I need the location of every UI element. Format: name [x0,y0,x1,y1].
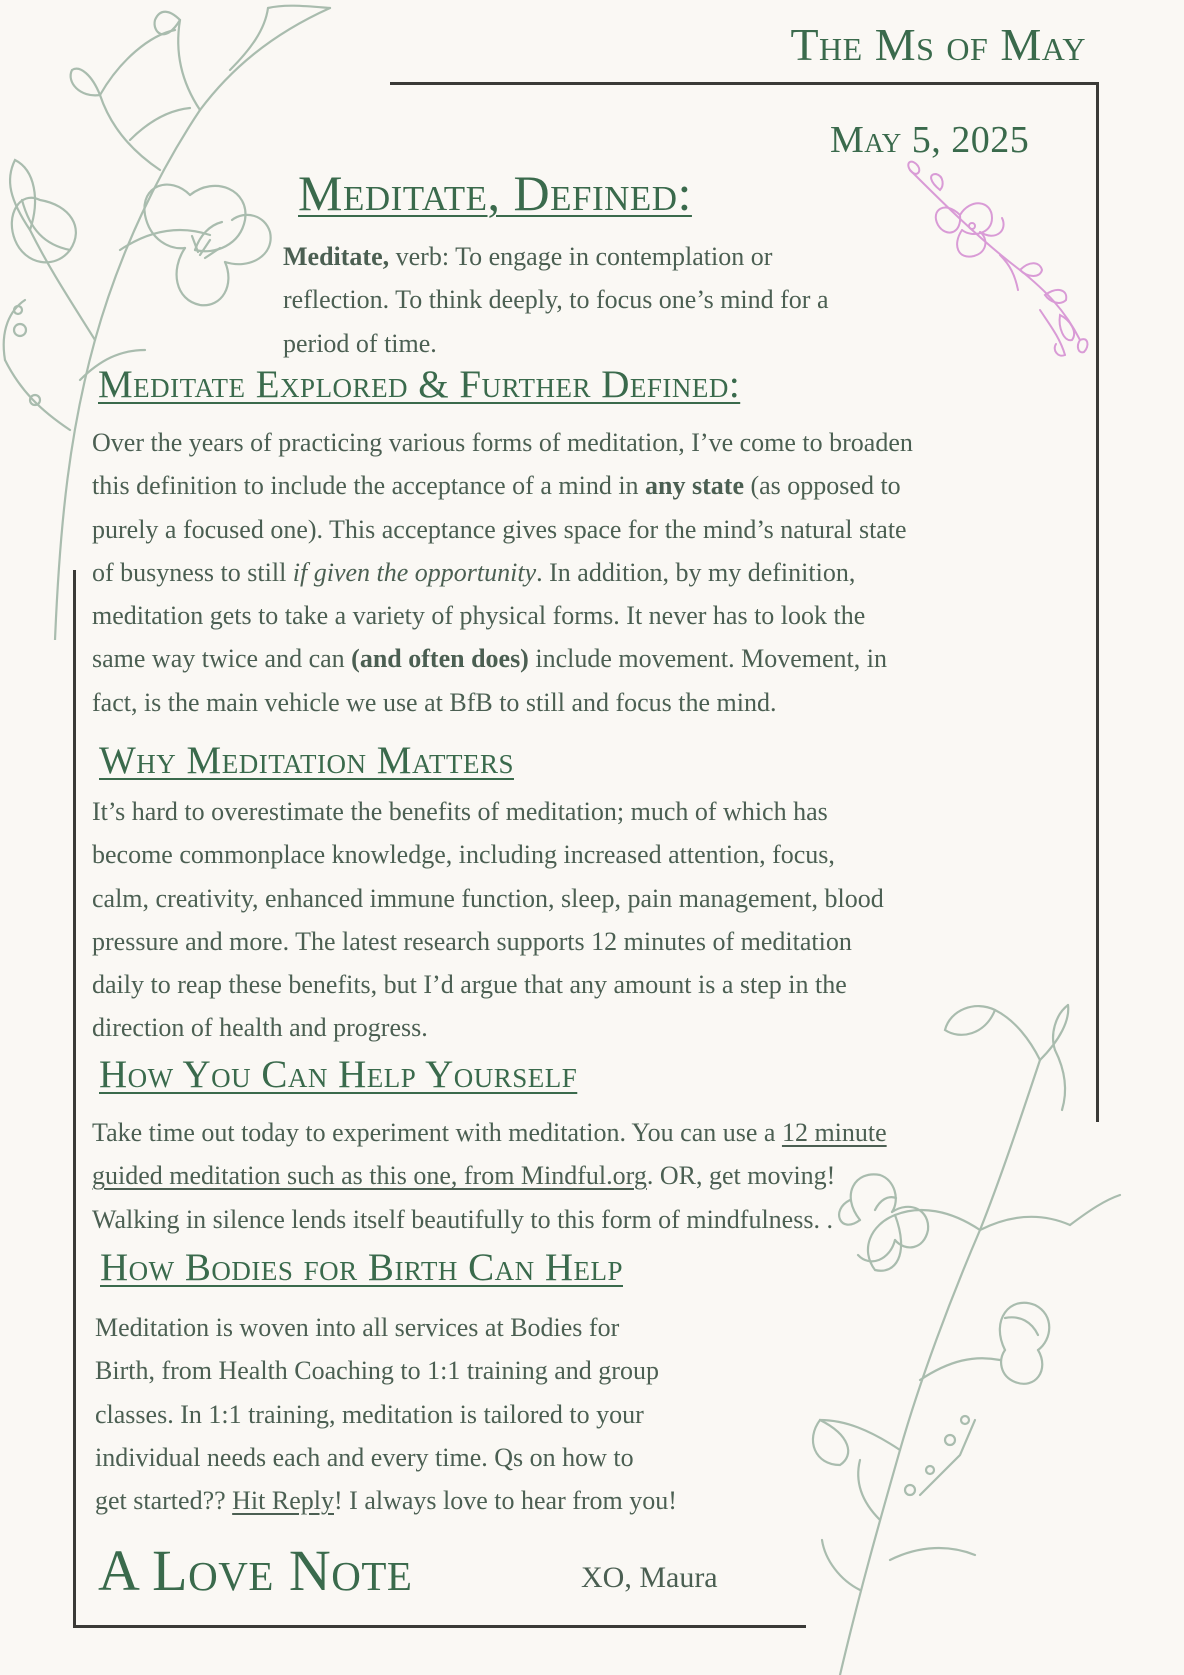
text-run: include movement. Movement, in [528,644,887,674]
paragraph-line: purely a focused one). This acceptance gives space for the mind’s natural state [92,514,907,544]
paragraph-line [92,551,913,594]
guided-meditation-link[interactable]: guided meditation such as this one, from Mindful.org [92,1161,647,1191]
definition-line: period of time. [283,328,437,358]
paragraph-line: direction of health and progress. [92,1013,428,1043]
paragraph-line: pressure and more. The latest research supports 12 minutes of meditation [92,926,852,956]
paragraph-line: daily to reap these benefits, but I’d argue that any amount is a step in the [92,970,847,1000]
paragraph-line: Birth, from Health Coaching to 1:1 training and group [95,1356,659,1386]
text-run: ! I always love to hear from you! [334,1486,677,1516]
text-run: of busyness to still [92,557,293,587]
paragraph-line: meditation gets to take a variety of physical forms. It never has to look the [92,601,866,631]
emphasis-if-given-opportunity: if given the opportunity [292,557,537,587]
floral-branch-bottom-right-icon [800,1000,1140,1675]
how-you-paragraph [92,1111,887,1241]
signoff: XO, Maura [581,1561,718,1594]
frame-line-right [1096,82,1099,1122]
paragraph-line: Over the years of practicing various forms of meditation, I’ve come to broaden [92,428,913,457]
frame-line-bottom [73,1625,806,1628]
section-title-bodies-for-birth: How Bodies for Birth Can Help [100,1246,623,1289]
section-title-meditate-defined: Meditate, Defined: [298,165,692,221]
section-title-how-you-can-help: How You Can Help Yourself [99,1053,578,1096]
newsletter-masthead: The Ms of May [790,19,1086,70]
emphasis-and-often-does: (and often does) [351,644,529,674]
text-run: same way twice and can [92,644,352,674]
text-run: (as opposed to [743,471,901,501]
paragraph-line: classes. In 1:1 training, meditation is tailored to your [95,1399,644,1429]
definition-term: Meditate, [283,242,390,271]
paragraph-line: fact, is the main vehicle we use at BfB to still and focus the mind. [92,687,777,717]
section-title-why-meditation-matters: Why Meditation Matters [99,739,514,782]
guided-meditation-link[interactable]: 12 minute [781,1118,887,1147]
frame-line-top [390,82,1099,85]
paragraph-line: Walking in silence lends itself beautifully to this form of mindfulness. . [92,1204,833,1234]
definition-line: reflection. To think deeply, to focus one’s mind for a [283,285,829,315]
definition-line [283,235,829,278]
text-run: Take time out today to experiment with meditation. You can use a [92,1118,782,1147]
hit-reply-link[interactable]: Hit Reply [232,1486,334,1516]
section-title-meditate-explored: Meditate Explored & Further Defined: [98,363,741,406]
paragraph-line: calm, creativity, enhanced immune function, sleep, pain management, blood [92,883,884,913]
love-note-heading: A Love Note [98,1538,413,1603]
cherry-blossom-sprig-icon [900,160,1090,360]
text-run: get started?? [95,1486,233,1516]
paragraph-line: individual needs each and every time. Qs on how to [95,1442,634,1472]
why-paragraph [92,790,884,1050]
frame-line-left [73,570,76,1628]
paragraph-line [92,464,913,507]
paragraph-line [92,1111,887,1154]
text-run: . OR, get moving! [646,1161,836,1191]
issue-date: May 5, 2025 [830,119,1030,161]
emphasis-any-state: any state [645,471,744,501]
paragraph-line [92,1154,887,1197]
paragraph-line: It’s hard to overestimate the benefits of meditation; much of which has [92,797,828,826]
definition-paragraph [283,235,829,365]
bodies-paragraph [95,1306,677,1522]
definition-text: verb: To engage in contemplation or [389,242,773,271]
text-run: . In addition, by my definition, [536,557,856,587]
paragraph-line [92,637,913,680]
explored-paragraph [92,421,913,724]
paragraph-line: become commonplace knowledge, including increased attention, focus, [92,840,835,870]
text-run: this definition to include the acceptance of a mind in [92,471,646,501]
paragraph-line [95,1479,677,1522]
paragraph-line: Meditation is woven into all services at Bodies for [95,1313,620,1342]
